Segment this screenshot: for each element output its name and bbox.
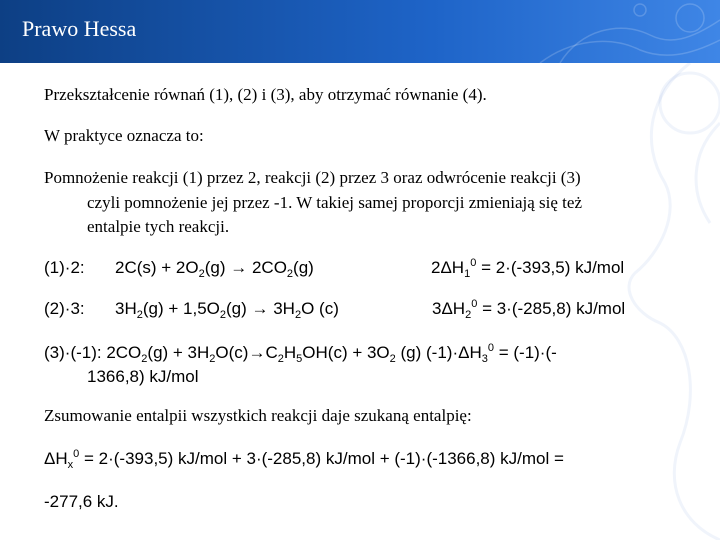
slide-title: Prawo Hessa xyxy=(22,16,137,41)
equation-2-label: (2)·3: xyxy=(44,299,85,318)
equation-2-enthalpy: $3\Delta H_2^0 = 3\cdot(-285,8)$ kJ/mol xyxy=(432,298,626,321)
sum-equation: $\Delta H_x^0 = 2\cdot(-393,5) kJ/mol + 3\cdot(-285,8) kJ/mol + (-1)\cdot(-1366,8) kJ/mol$ = xyxy=(44,448,564,471)
summation-paragraph: Zsumowanie entalpii wszystkich reakcji daje szukaną entalpię: xyxy=(44,406,472,425)
intro-paragraph: Przekształcenie równań (1), (2) i (3), aby otrzymać równanie (4). xyxy=(44,85,487,104)
equation-3-line-2: 1366,8) kJ/mol xyxy=(87,367,199,386)
explanation-line-2: czyli pomnożenie jej przez -1. W takiej samej proporcji zmieniają się też xyxy=(87,193,583,212)
equation-2-reaction: $3H_2(g) + 1,5O_2(g) \to 3H_2O$ (c) xyxy=(115,299,339,321)
equation-1-reaction: $2C(s) + 2O_2(g) \to 2CO_2(g)$ xyxy=(115,258,314,280)
equation-1-label: (1)·2: xyxy=(44,258,85,277)
explanation-line-3: entalpie tych reakcji. xyxy=(87,217,230,236)
practice-paragraph: W praktyce oznacza to: xyxy=(44,126,204,145)
equation-3-line-1: (3)·(-1): $2CO_2(g) + 3H_2O(c)\to C_2H_5OH(c) + 3O_2$ (g) $(-1)\cdot\Delta H_3^0 = (-1)\cdot(-$ xyxy=(44,342,557,365)
slide-header xyxy=(0,0,720,63)
sum-result: -277,6 kJ. xyxy=(44,492,119,511)
equation-1-enthalpy: $2\Delta H_1^0 = 2\cdot(-393,5)$ kJ/mol xyxy=(431,257,625,280)
header-decoration xyxy=(520,0,720,63)
explanation-line-1: Pomnożenie reakcji (1) przez 2, reakcji (2) przez 3 oraz odwrócenie reakcji (3) xyxy=(44,168,581,187)
